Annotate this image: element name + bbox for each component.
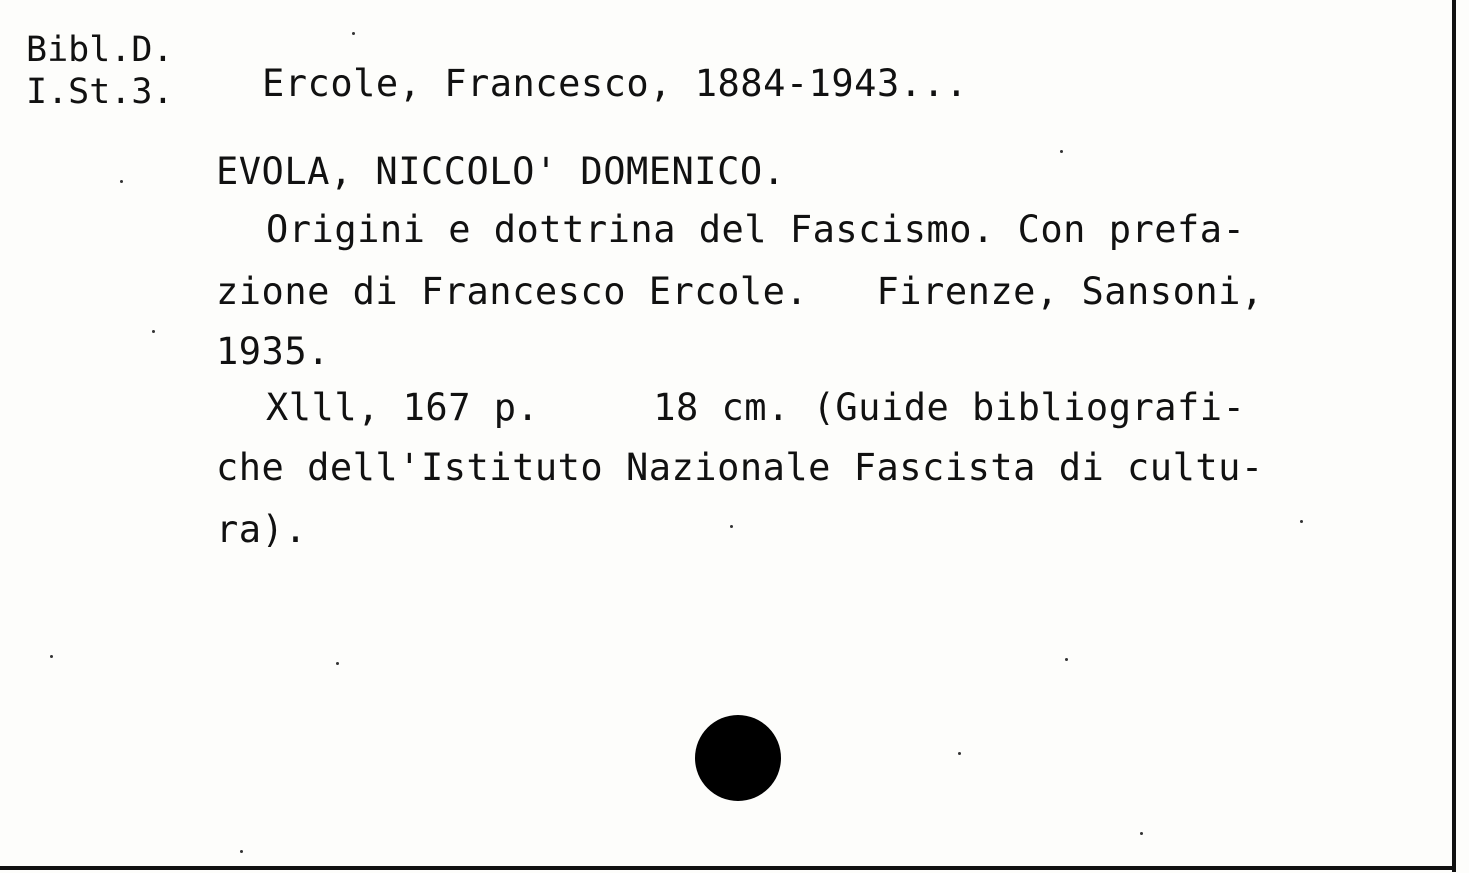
- title-line-1: Origini e dottrina del Fascismo. Con prefa-: [266, 208, 1246, 251]
- speck: [50, 655, 53, 658]
- speck: [240, 850, 243, 853]
- speck: [152, 330, 155, 333]
- call-number-line-1: Bibl.D.: [26, 30, 174, 70]
- speck: [1140, 832, 1143, 835]
- speck: [352, 32, 355, 35]
- speck: [1300, 520, 1303, 523]
- speck: [730, 525, 733, 528]
- card-bottom-edge: [0, 866, 1456, 870]
- speck: [120, 180, 123, 183]
- punch-hole: [695, 715, 781, 801]
- title-line-2: zione di Francesco Ercole. Firenze, Sansoni,: [216, 270, 1264, 313]
- collation-line-2: che dell'Istituto Nazionale Fascista di cultu-: [216, 446, 1264, 489]
- collation-line-3: ra).: [216, 508, 308, 551]
- speck: [1060, 150, 1063, 153]
- speck: [1065, 658, 1068, 661]
- main-entry-heading: Ercole, Francesco, 1884-1943...: [262, 62, 969, 105]
- collation-line-1: Xlll, 167 p. 18 cm. (Guide bibliografi-: [266, 386, 1246, 429]
- call-number-line-2: I.St.3.: [26, 72, 174, 112]
- speck: [958, 752, 961, 755]
- author-heading: EVOLA, NICCOLO' DOMENICO.: [216, 150, 786, 193]
- speck: [336, 662, 339, 665]
- card-right-edge: [1452, 0, 1456, 872]
- imprint-year-line: 1935.: [216, 330, 330, 373]
